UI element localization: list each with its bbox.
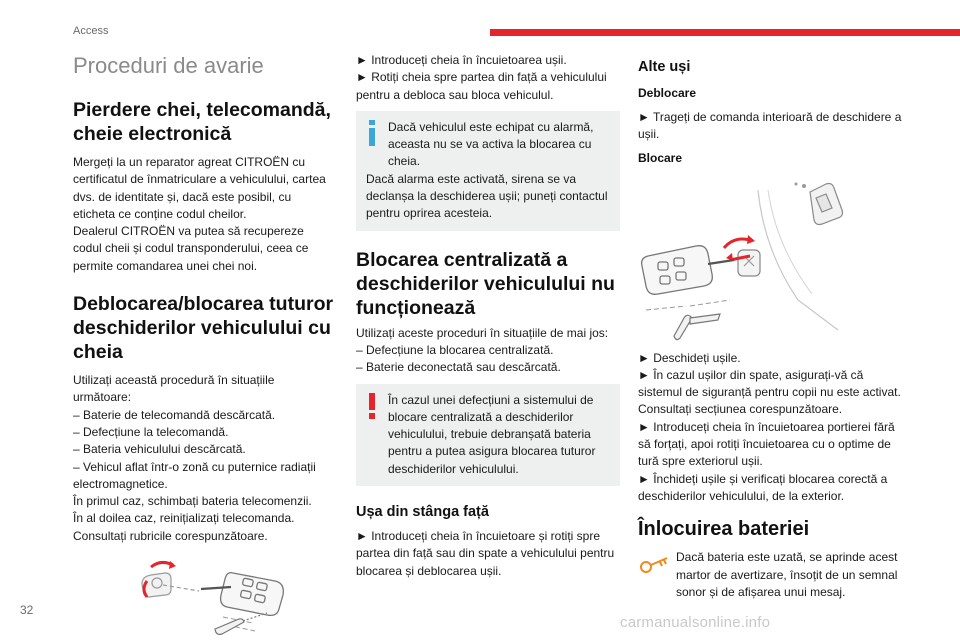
page-number: 32 bbox=[20, 603, 34, 617]
key-step: ► Introduceți cheia în încuietoarea ușii. bbox=[356, 53, 567, 67]
section-title: Proceduri de avarie bbox=[73, 53, 264, 78]
info-note bbox=[356, 111, 620, 231]
column-middle bbox=[356, 52, 620, 580]
unlock-with-key-line: – Baterie de telecomandă descărcată. bbox=[73, 407, 276, 422]
warning-note-text: În cazul unei defecțiuni a sistemului de blocare centralizată a deschiderilor vehiculului, trebuie debranșată bateria pentru a putea asigura blocarea tuturor deschiderilor vehiculului. bbox=[388, 392, 596, 476]
info-note-text: Dacă vehiculul este echipat cu alarmă, aceasta nu se va activa la blocarea cu cheia. bbox=[388, 119, 594, 169]
lock-step: ► Introduceți cheia în încuietoarea portierei fără să forțați, apoi rotiți încuietoarea cu o optime de tură spre exteriorul ușii. bbox=[638, 419, 895, 469]
lock-step: ► Închideți ușile și verificați blocarea corectă a deschiderilor vehiculului, de la exterior. bbox=[638, 471, 888, 503]
other-doors-heading: Alte uși bbox=[638, 59, 691, 75]
left-front-door-heading: Ușa din stânga față bbox=[356, 504, 489, 521]
column-left bbox=[73, 52, 335, 639]
unlock-with-key-line: – Defecțiune la telecomandă. bbox=[73, 424, 229, 439]
central-locking-line: Utilizați aceste proceduri în situațiile de mai jos: bbox=[356, 325, 609, 340]
column-right bbox=[638, 52, 908, 601]
lost-keys-heading: Pierdere chei, telecomandă, cheie electronică bbox=[73, 99, 331, 145]
unlock-with-key-line: Consultați rubricile corespunzătoare. bbox=[73, 528, 268, 543]
unlock-text: ► Trageți de comanda interioară de deschidere a ușii. bbox=[638, 110, 902, 142]
info-note-text: Dacă alarma este activată, sirena se va declanșa la deschiderea ușii; puneți contactul pentru oprirea acesteia. bbox=[366, 171, 608, 221]
battery-warning-text: Dacă bateria este uzată, se aprinde acest martor de avertizare, însoțit de un semnal sonor și de afișarea unui mesaj. bbox=[676, 550, 898, 599]
key-warning-lamp-icon bbox=[638, 551, 672, 577]
warning-icon bbox=[366, 393, 378, 419]
unlock-with-key-line: Utilizați această procedură în situațiile următoare: bbox=[73, 373, 275, 405]
key-in-door-lock-illustration bbox=[73, 551, 335, 639]
unlock-with-key-heading: Deblocarea/blocarea tuturor deschiderilor vehiculului cu cheia bbox=[73, 293, 334, 364]
battery-heading: Înlocuirea bateriei bbox=[638, 518, 810, 541]
lock-step: ► Deschideți ușile. bbox=[638, 350, 741, 365]
key-step: ► Rotiți cheia spre partea din față a vehiculului pentru a debloca sau bloca vehiculul. bbox=[356, 70, 607, 102]
lost-keys-paragraph: Mergeți la un reparator agreat CITROËN cu certificatul de înmatriculare a vehiculului, cartea dvs. de identitate și, dacă este posibil, cu eticheta ce conține codul cheilor. bbox=[73, 155, 326, 221]
running-header: Access bbox=[73, 25, 109, 37]
lock-step: Consultați secțiunea corespunzătoare. bbox=[638, 402, 843, 417]
unlock-with-key-line: – Bateria vehiculului descărcată. bbox=[73, 442, 246, 457]
central-locking-heading: Blocarea centralizată a deschiderilor vehiculului nu funcționează bbox=[356, 248, 615, 319]
info-icon bbox=[366, 120, 378, 146]
door-lock-illustration bbox=[638, 170, 908, 350]
unlock-subheading: Deblocare bbox=[638, 86, 697, 100]
unlock-with-key-line: În primul caz, schimbați bateria telecomenzii. bbox=[73, 494, 312, 509]
battery-warning-block bbox=[638, 549, 908, 601]
central-locking-line: – Baterie deconectată sau descărcată. bbox=[356, 360, 561, 375]
central-locking-line: – Defecțiune la blocarea centralizată. bbox=[356, 342, 554, 357]
lock-subheading: Blocare bbox=[638, 150, 683, 165]
left-front-door-text: ► Introduceți cheia în încuietoare și rotiți spre partea din față sau din spate a vehiculului pentru blocarea și deblocarea ușii. bbox=[356, 529, 615, 578]
unlock-with-key-line: – Vehicul aflat într-o zonă cu puternice radiații electromagnetice. bbox=[73, 459, 316, 491]
warning-note bbox=[356, 384, 620, 486]
header-accent-bar bbox=[490, 29, 960, 36]
lost-keys-paragraph: Dealerul CITROËN va putea să recupereze codul cheii și codul transponderului, ceea ce permite comandarea unei chei noi. bbox=[73, 224, 309, 273]
unlock-with-key-line: În al doilea caz, reinițializați telecomanda. bbox=[73, 511, 295, 526]
lock-step: ► În cazul ușilor din spate, asigurați-vă că sistemul de siguranță pentru copii nu este activat. bbox=[638, 367, 901, 400]
watermark: carmanualsonline.info bbox=[620, 614, 771, 631]
